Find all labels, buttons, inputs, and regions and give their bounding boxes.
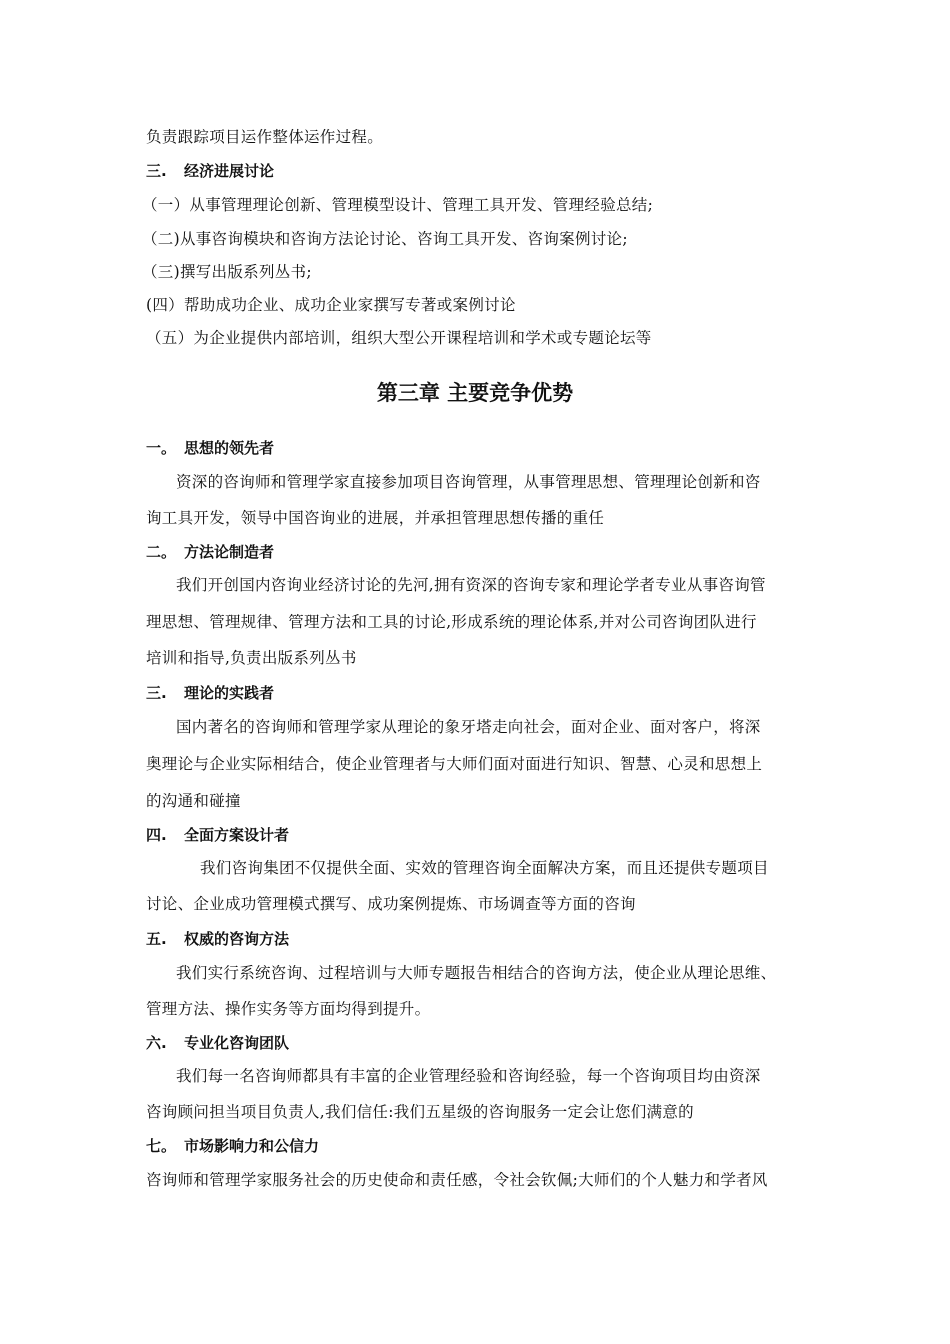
- list-item: （一）从事管理理论创新、管理模型设计、管理工具开发、管理经验总结;: [142, 196, 654, 214]
- paragraph-line: 管理方法、操作实务等方面均得到提升。: [146, 1000, 431, 1018]
- list-item: （二)从事咨询模块和咨询方法论讨论、咨询工具开发、咨询案例讨论;: [142, 230, 628, 248]
- section-heading: [146, 438, 274, 458]
- section-heading: [146, 1136, 319, 1156]
- paragraph-line: 我们开创国内咨询业经济讨论的先河,拥有资深的咨询专家和理论学者专业从事咨询管: [176, 576, 766, 594]
- paragraph-line: 咨询顾问担当项目负责人,我们信任:我们五星级的咨询服务一定会让您们满意的: [146, 1103, 694, 1121]
- section-title: 专业化咨询团队: [184, 1034, 290, 1052]
- section-title: 思想的领先者: [184, 439, 275, 457]
- section-number: 七。: [146, 1137, 177, 1155]
- paragraph-line: 负责跟踪项目运作整体运作过程。: [146, 128, 384, 146]
- paragraph-line: 我们每一名咨询师都具有丰富的企业管理经验和咨询经验，每一个咨询项目均由资深: [176, 1067, 761, 1085]
- section-heading: [146, 825, 289, 845]
- paragraph-line: 理思想、管理规律、管理方法和工具的讨论,形成系统的理论体系,并对公司咨询团队进行: [146, 613, 757, 631]
- paragraph-line: 的沟通和碰撞: [146, 792, 241, 810]
- section-title: 市场影响力和公信力: [184, 1137, 320, 1155]
- section-number: 四.: [146, 826, 167, 844]
- paragraph-line: 国内著名的咨询师和管理学家从理论的象牙塔走向社会，面对企业、面对客户，将深: [176, 718, 761, 736]
- paragraph-line: 我们实行系统咨询、过程培训与大师专题报告相结合的咨询方法，使企业从理论思维、: [176, 964, 777, 982]
- section-heading: [146, 683, 274, 703]
- section-number: 六.: [146, 1034, 167, 1052]
- section-number: 五.: [146, 930, 167, 948]
- paragraph-line: 奥理论与企业实际相结合，使企业管理者与大师们面对面进行知识、智慧、心灵和思想上: [146, 755, 763, 773]
- list-item: (四）帮助成功企业、成功企业家撰写专著或案例讨论: [146, 296, 516, 314]
- paragraph-line: 咨询师和管理学家服务社会的历史使命和责任感，令社会钦佩;大师们的个人魅力和学者风: [146, 1171, 768, 1189]
- chapter-title: 第三章 主要竞争优势: [376, 381, 574, 405]
- section-number: 二。: [146, 543, 177, 561]
- section-heading: [146, 929, 289, 949]
- section-heading: [146, 542, 274, 562]
- paragraph-line: 培训和指导,负责出版系列丛书: [146, 649, 357, 667]
- section-title: 经济进展讨论: [184, 162, 275, 180]
- section-title: 方法论制造者: [184, 543, 275, 561]
- section-title: 全面方案设计者: [184, 826, 290, 844]
- section-number: 一。: [146, 439, 177, 457]
- section-number: 三.: [146, 162, 167, 180]
- section-title: 理论的实践者: [184, 684, 275, 702]
- list-item: （三)撰写出版系列丛书;: [142, 263, 312, 281]
- section-title: 权威的咨询方法: [184, 930, 290, 948]
- paragraph-line: 我们咨询集团不仅提供全面、实效的管理咨询全面解决方案，而且还提供专题项目: [200, 859, 769, 877]
- section-heading: [146, 1033, 289, 1053]
- section-heading: [146, 161, 274, 181]
- list-item: （五）为企业提供内部培训，组织大型公开课程培训和学术或专题论坛等: [146, 329, 652, 347]
- paragraph-line: 资深的咨询师和管理学家直接参加项目咨询管理，从事管理思想、管理理论创新和咨: [176, 473, 761, 491]
- paragraph-line: 讨论、企业成功管理模式撰写、成功案例提炼、市场调查等方面的咨询: [146, 895, 636, 913]
- section-number: 三.: [146, 684, 167, 702]
- paragraph-line: 询工具开发，领导中国咨询业的进展，并承担管理思想传播的重任: [146, 509, 605, 527]
